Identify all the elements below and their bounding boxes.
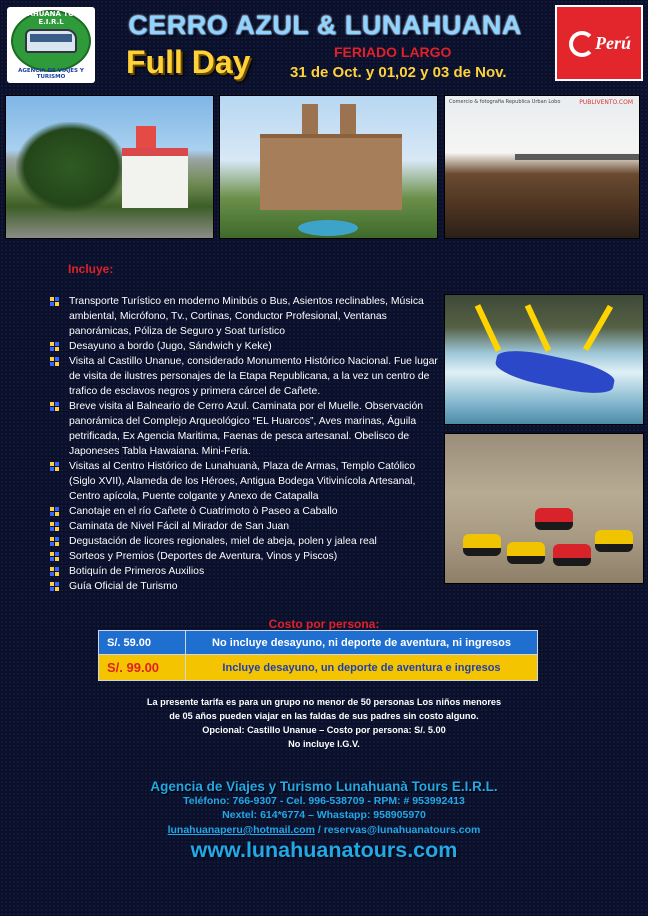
photo-cerro-azul-pier (444, 95, 640, 239)
peru-brand-logo (555, 5, 643, 81)
list-item-text: Desayuno a bordo (Jugo, Sándwich y Keke) (69, 341, 272, 352)
page-title: CERRO AZUL & LUNAHUANA (128, 10, 522, 40)
list-item-text: Degustación de licores regionales, miel de abeja, polen y jalea real (69, 536, 377, 547)
bus-icon (25, 29, 77, 53)
list-item-text: Caminata de Nivel Fácil al Mirador de San Juan (69, 521, 290, 532)
list-item (50, 339, 440, 354)
bullet-icon (50, 537, 59, 546)
fine-print-line: Opcional: Castillo Unanue – Costo por persona: S/. 5.00 (202, 725, 446, 735)
logo-bottom-text: AGENCIA DE VIAJES Y TURISMO (18, 68, 84, 80)
bullet-icon (50, 552, 59, 561)
peru-swirl-icon (569, 31, 595, 57)
logo-ring-text: LUNAHUANA TOURS E.I.R.L (11, 10, 91, 26)
email-reservas: reservas@lunahuanatours.com (323, 824, 481, 836)
bullet-icon (50, 357, 59, 366)
photo-castillo-unanue (219, 95, 438, 239)
fine-print-line: La presente tarifa es para un grupo no menor de 50 personas Los niños menores (146, 697, 502, 707)
list-item (50, 354, 440, 399)
photo-caption: Comercio & fotografia Republica Urban Lobo (449, 99, 561, 105)
incluye-heading: Incluye: (68, 262, 114, 276)
list-item (50, 459, 440, 504)
list-item-text: Botiquín de Primeros Auxilios (69, 566, 205, 577)
fine-print-line: No incluye I.G.V. (288, 739, 360, 749)
trip-dates: 31 de Oct. y 01,02 y 03 de Nov. (290, 64, 507, 81)
fine-print-line: de 05 años pueden viajar en las faldas de sus padres sin costo alguno. (169, 711, 479, 721)
peru-wordmark: Perú (595, 33, 631, 53)
list-item-text: Guía Oficial de Turismo (69, 581, 178, 592)
list-item-text: Visitas al Centro Histórico de Lunahuanà, Plaza de Armas, Templo Católico (Siglo XVII), Alameda de los Héroes, Antigua Bodega Vitivinícola Artesanal, Centro apícola, Puente colgante y Anexo de Catapalla (69, 461, 416, 502)
website-link[interactable]: www.lunahuanatours.com (190, 838, 458, 862)
include-list (50, 294, 440, 594)
list-item-text: Transporte Turístico en moderno Minibús o Bus, Asientos reclinables, Música ambiental, Micrófono, Tv., Cortinas, Conductor Profesional, Ventanas panorámicas, Póliza de Seguro y Soat turístico (69, 296, 424, 337)
list-item (50, 504, 440, 519)
nextel-line: Nextel: 614*6774 – Whastapp: 958905970 (222, 809, 426, 821)
fine-print (90, 695, 558, 751)
photo-rafting (444, 294, 644, 425)
photo-watermark: PUBLIVENTO.COM (579, 99, 633, 106)
bullet-icon (50, 507, 59, 516)
email-link-hotmail[interactable]: lunahuanaperu@hotmail.com (167, 824, 315, 836)
photo-plaza-lunahuana (5, 95, 214, 239)
agency-name: Agencia de Viajes y Turismo Lunahuanà Tours E.I.R.L. (150, 779, 498, 794)
price-cell: S/. 99.00 (99, 655, 186, 681)
price-description: Incluye desayuno, un deporte de aventura e ingresos (186, 655, 538, 681)
bullet-icon (50, 297, 59, 306)
list-item (50, 579, 440, 594)
full-day-label: Full Day (126, 44, 251, 80)
list-item-text: Breve visita al Balneario de Cerro Azul. Caminata por el Muelle. Observación panorámica del Complejo Arqueológico “EL Huarcos”, Aves marinas, Águila petrificada, Ex Agencia Maritima, Faenas de pesca artesanal. Obelisco de Japoneses Tabla Hawaiana. Mini-Feria. (69, 401, 424, 457)
photo-cuatrimotos (444, 433, 644, 584)
list-item (50, 294, 440, 339)
feriado-label: FERIADO LARGO (334, 44, 452, 60)
agency-logo (7, 7, 95, 83)
table-row (99, 655, 538, 681)
list-item-text: Visita al Castillo Unanue, considerado Monumento Histórico Nacional. Fue lugar de visita de ilustres personajes de la Etapa Republicana, a la vez un centro de trafico de esclavos negros y primera cárcel de Cañete. (69, 356, 438, 397)
price-table (98, 630, 538, 681)
list-item (50, 534, 440, 549)
price-description: No incluye desayuno, ni deporte de aventura, ni ingresos (186, 631, 538, 655)
list-item-text: Sorteos y Premios (Deportes de Aventura, Vinos y Piscos) (69, 551, 338, 562)
bullet-icon (50, 567, 59, 576)
table-row (99, 631, 538, 655)
list-item (50, 399, 440, 459)
list-item (50, 519, 440, 534)
costo-heading: Costo por persona: (268, 617, 380, 631)
bullet-icon (50, 402, 59, 411)
phone-line: Teléfono: 766-9307 - Cel. 996-538709 - RPM: # 953992413 (183, 795, 465, 807)
bullet-icon (50, 342, 59, 351)
price-cell: S/. 59.00 (99, 631, 186, 655)
bullet-icon (50, 582, 59, 591)
email-line (0, 824, 648, 836)
list-item-text: Canotaje en el río Cañete ò Cuatrimoto ò Paseo a Caballo (69, 506, 338, 517)
bullet-icon (50, 522, 59, 531)
list-item (50, 564, 440, 579)
email-separator: / (314, 824, 324, 836)
list-item (50, 549, 440, 564)
bullet-icon (50, 462, 59, 471)
